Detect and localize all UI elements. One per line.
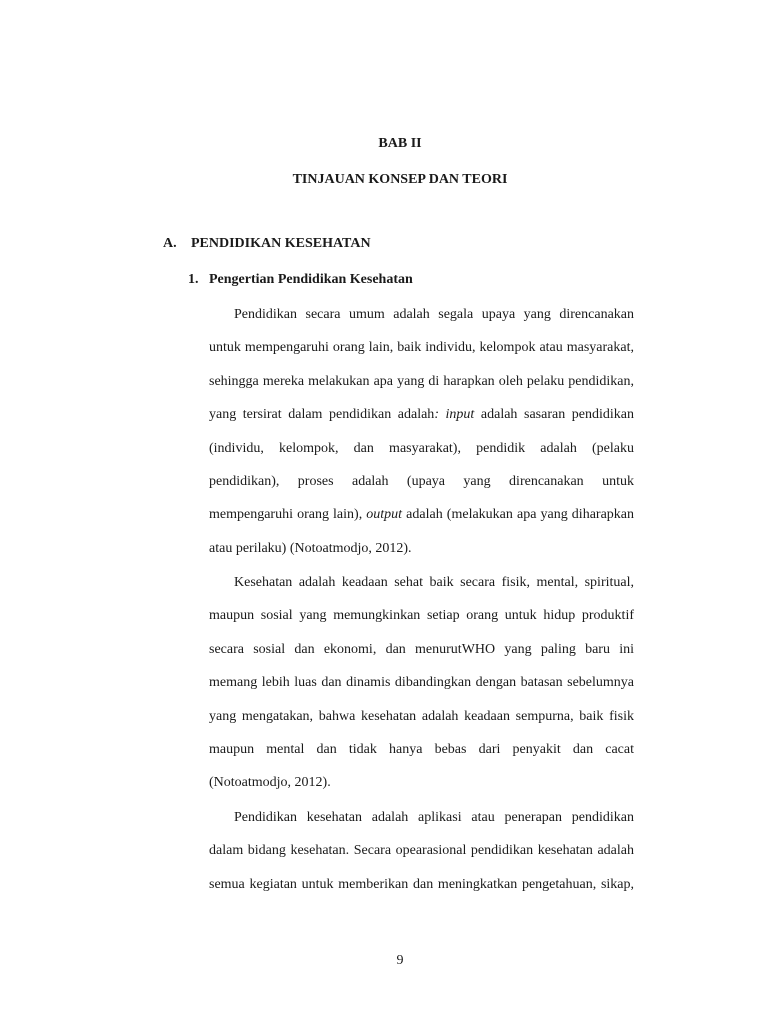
subsection-title: Pengertian Pendidikan Kesehatan — [209, 272, 413, 287]
paragraph-1 — [209, 298, 634, 565]
paragraph-line: memang lebih luas dan dinamis dibandingkan dengan batasan sebelumnya — [209, 675, 634, 691]
paragraph-line: untuk mempengaruhi orang lain, baik individu, kelompok atau masyarakat, — [209, 340, 634, 356]
text-run: adalah (melakukan apa yang diharapkan — [402, 507, 634, 523]
paragraph-line: sehingga mereka melakukan apa yang di harapkan oleh pelaku pendidikan, — [209, 373, 634, 389]
paragraph-line: secara sosial dan ekonomi, dan menurutWHO yang paling baru ini — [209, 641, 634, 657]
text-run: yang tersirat dalam pendidikan adalah — [209, 407, 435, 423]
page-number: 9 — [396, 953, 404, 968]
paragraph-line: (individu, kelompok, dan masyarakat), pendidik adalah (pelaku — [209, 440, 634, 456]
text-run: adalah sasaran pendidikan — [474, 407, 634, 423]
paragraph-line — [209, 498, 634, 531]
paragraph-line: Kesehatan adalah keadaan sehat baik secara fisik, mental, spiritual, — [234, 575, 634, 590]
paragraph-3 — [209, 801, 634, 901]
section-heading — [163, 236, 371, 252]
subsection-heading — [188, 272, 413, 288]
paragraph-line: yang mengatakan, bahwa kesehatan adalah keadaan sempurna, baik fisik — [209, 708, 634, 724]
paragraph-line: dalam bidang kesehatan. Secara opearasional pendidikan kesehatan adalah — [209, 843, 634, 859]
paragraph-line: Pendidikan secara umum adalah segala upaya yang direncanakan — [234, 307, 634, 322]
paragraph-line: maupun mental dan tidak hanya bebas dari penyakit dan cacat — [209, 741, 634, 757]
term-input: input — [445, 407, 475, 423]
paragraph-line: atau perilaku) (Notoatmodjo, 2012). — [209, 540, 412, 556]
paragraph-2 — [209, 566, 634, 800]
text-run: : — [434, 407, 446, 423]
term-output: output — [366, 507, 403, 523]
chapter-title: TINJAUAN KONSEP DAN TEORI — [292, 172, 508, 187]
subsection-number: 1. — [188, 272, 199, 287]
paragraph-line — [209, 398, 634, 431]
paragraph-line: (Notoatmodjo, 2012). — [209, 775, 331, 791]
paragraph-line: semua kegiatan untuk memberikan dan meningkatkan pengetahuan, sikap, — [209, 876, 634, 892]
section-number: A. — [163, 236, 177, 251]
section-title: PENDIDIKAN KESEHATAN — [191, 236, 371, 251]
paragraph-line: pendidikan), proses adalah (upaya yang direncanakan untuk — [209, 473, 634, 489]
paragraph-line: Pendidikan kesehatan adalah aplikasi atau penerapan pendidikan — [234, 810, 634, 825]
paragraph-line: maupun sosial yang memungkinkan setiap orang untuk hidup produktif — [209, 608, 634, 624]
text-run: mempengaruhi orang lain), — [209, 507, 367, 523]
chapter-label: BAB II — [378, 136, 422, 151]
